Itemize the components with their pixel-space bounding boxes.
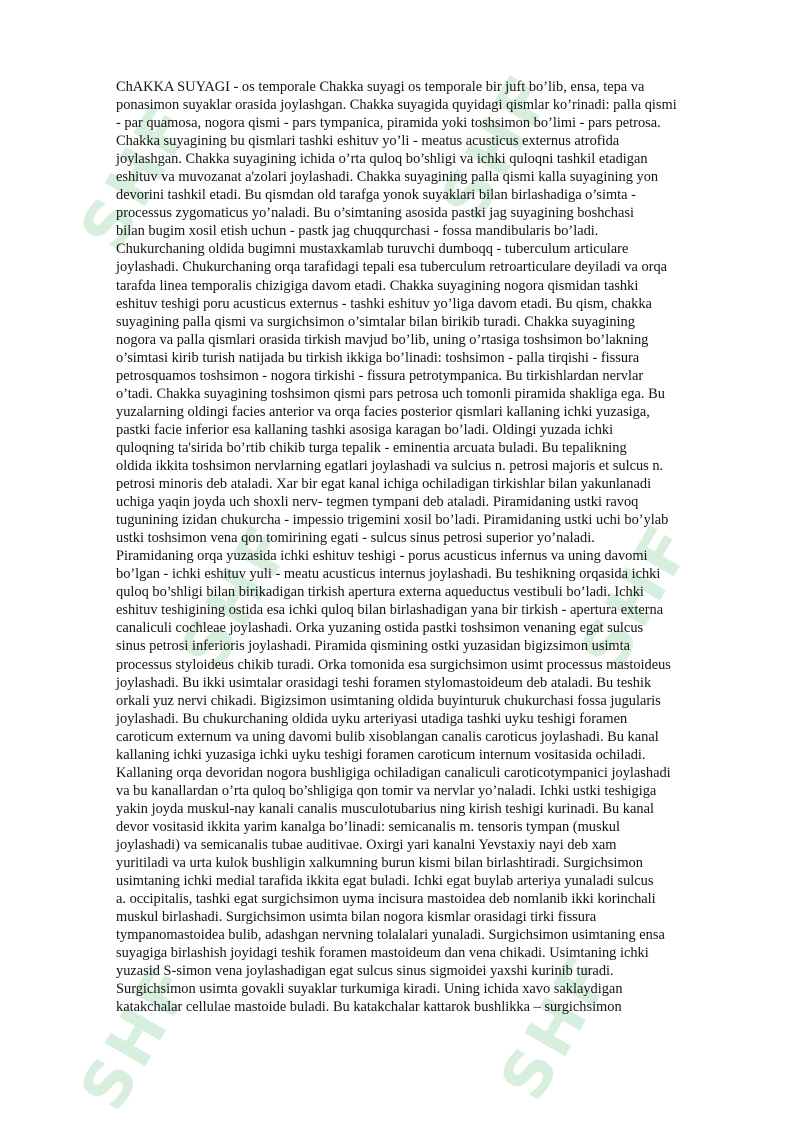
text-line: orkali yuz nervi chikadi. Bigizsimon usimtaning oldida buyinturuk chukurchasi fossa jugularis — [116, 692, 661, 709]
text-line: tugunining izidan chukurcha - impessio trigemini xosil bo’ladi. Piramidaning ustki uchi bo’ylab — [116, 512, 669, 529]
text-line: Piramidaning orqa yuzasida ichki eshituv teshigi - porus acusticus infernus va uning davomi — [116, 548, 648, 565]
text-line: suyagining palla qismi va surgichsimon o’simtalar bilan birikib turadi. Chakka suyagining — [116, 313, 635, 330]
text-line: Chukurchaning oldida bugimni mustaxkamlab turuvchi dumboqq - tuberculum articulare — [116, 241, 629, 258]
text-line: uchiga yaqin joyda uch shoxli nerv- tegmen tympani deb ataladi. Piramidaning ustki ravoq — [116, 494, 639, 511]
text-line: caroticum externum va uning davomi bulib xisoblangan canalis caroticus joylashadi. Bu kanal — [116, 728, 659, 745]
text-line: yuzasid S-simon vena joylashadigan egat sulcus sinus sigmoidei yaxshi kurinib turadi. — [116, 963, 614, 980]
text-line: a. occipitalis, tashki egat surgichsimon uyma incisura mastoidea deb nomlanib ikki korinchali — [116, 891, 656, 908]
text-line: quloq bo’shligi bilan birikadigan tirkish apertura externa aqueductus vestibuli bo’ladi. Ichki — [116, 584, 644, 601]
text-line: - par quamosa, nogora qismi - pars tympanica, piramida yoki toshsimon bo’limi - pars petrosa. — [116, 115, 661, 132]
text-line: ponasimon suyaklar orasida joylashgan. Chakka suyagida quyidagi qismlar ko’rinadi: palla qismi — [116, 97, 677, 114]
watermark-logo: SHF — [66, 91, 209, 263]
watermark-logo: SHF — [566, 511, 709, 683]
watermark-logo: SHF — [486, 941, 629, 1113]
text-line: oldida ikkita toshsimon nervlarning egatlari joylashadi va sulcius n. petrosi majoris et sulcus n. — [116, 457, 664, 474]
watermark-logo: SHF — [166, 511, 309, 683]
text-line: eshituv teshigining ostida esa ichki quloq bilan birlashadigan yana bir tirkish - apertura externa — [116, 602, 664, 619]
text-line: devorini tashkil etadi. Bu qismdan old tarafga yonok suyaklari bilan birlashadiga o’simta - — [116, 187, 636, 204]
text-line: yakin joyda muskul-nay kanali canalis musculotubarius ning kirish teshigi kurinadi. Bu kanal — [116, 800, 654, 817]
text-line: joylashadi. Bu ikki usimtalar orasidagi teshi foramen stylomastoideum deb ataladi. Bu teshik — [116, 674, 652, 691]
text-line: processus styloideus chikib turadi. Orka tomonida esa surgichsimon usimt processus mastoideus — [116, 656, 671, 673]
text-line: Surgichsimon usimta govakli suyaklar turkumiga kiradi. Uning ichida xavo saklaydigan — [116, 981, 623, 998]
watermark-logo: SHF — [426, 61, 569, 233]
text-line: suyagiga birlashish joyidagi teshik foramen mastoideum dan vena chikadi. Usimtaning ichki — [116, 945, 649, 962]
text-line: joylashgan. Chakka suyagining ichida o’rta quloq bo’shligi va ichki quloqni tashkil etadigan — [116, 151, 648, 168]
text-line: Kallaning orqa devoridan nogora bushligiga ochiladigan canaliculi caroticotympanici joylashadi — [116, 764, 671, 781]
text-line: usimtaning ichki medial tarafida ikkita egat buladi. Ichki egat buylab arteriya yunaladi sulcus — [116, 873, 654, 890]
text-line: katakchalar cellulae mastoide buladi. Bu katakchalar kattarok bushlikka – surgichsimon — [116, 999, 622, 1016]
text-line: quloqning ta'sirida bo’rtib chikib turga tepalik - eminentia arcuata buladi. Bu tepalikning — [116, 439, 627, 456]
text-line: eshituv teshigi poru acusticus externus - tashki eshituv yo’liga davom etadi. Bu qism, chakka — [116, 295, 652, 312]
text-line: Chakka suyagining bu qismlari tashki eshituv yo’li - meatus acusticus externus atrofida — [116, 133, 620, 150]
text-line: bilan bugim xosil etish uchun - pastk jag chuqqurchasi - fossa mandibularis bo’ladi. — [116, 223, 599, 240]
text-line: joylashadi) va semicanalis tubae auditivae. Oxirgi yari kanalni Yevstaxiy nayi deb xam — [116, 836, 617, 853]
watermark-logo: SHF — [66, 951, 209, 1123]
text-line: tarafda linea temporalis chizigiga davom etadi. Chakka suyagining nogora qismidan tashki — [116, 277, 639, 294]
text-line: ustki toshsimon vena qon tomirining egati - sulcus sinus petrosi superior yo’naladi. — [116, 530, 595, 547]
text-line: petrosi minoris deb ataladi. Xar bir egat kanal ichiga ochiladigan tirkishlar bilan yakunlanadi — [116, 476, 652, 493]
text-line: ChAKKA SUYAGI - os temporale Chakka suyagi os temporale bir juft bo’lib, ensa, tepa va — [116, 79, 645, 95]
text-line: joylashadi. Bu chukurchaning oldida uyku arteriyasi utadiga tashki uyku teshigi foramen — [116, 710, 628, 727]
text-line: petrosquamos toshsimon - nogora tirkishi - fissura petrotympanica. Bu tirkishlardan nervlar — [116, 367, 644, 384]
text-line: bo’lgan - ichki eshituv yuli - meatu acusticus internus joylashadi. Bu teshikning orqasida ichki — [116, 566, 661, 583]
text-line: yuritiladi va urta kulok bushligin xalkumning burun kismi bilan birlashtiradi. Surgichsimon — [116, 855, 643, 872]
text-line: muskul birlashadi. Surgichsimon usimta bilan nogora kismlar orasidagi tirki fissura — [116, 909, 597, 926]
text-line: eshituv va muvozanat a'zolari joylashadi. Chakka suyagining palla qismi kalla suyagining yon — [116, 169, 659, 186]
text-line: va bu kanallardan o’rta quloq bo’shligiga qon tomir va nervlar yo’naladi. Ichki ustki teshigiga — [116, 782, 657, 799]
text-line: kallaning ichki yuzasiga ichki uyku teshigi foramen caroticum internum vositasida ochiladi. — [116, 746, 646, 763]
text-line: nogora va palla qismlari orasida tirkish mavjud bo’lib, uning o’rtasiga toshsimon bo’lakning — [116, 331, 649, 348]
text-line: tympanomastoidea bulib, adashgan nervning tolalalari yunaladi. Surgichsimon usimtaning ensa — [116, 927, 665, 944]
text-line: o’tadi. Chakka suyagining toshsimon qismi pars petrosa uch tomonli piramida shakliga ega. Bu — [116, 385, 665, 402]
document-body-text — [116, 78, 696, 1016]
text-line: processus zygomaticus yo’naladi. Bu o’simtaning asosida pastki jag suyagining boshchasi — [116, 205, 634, 222]
text-line: sinus petrosi inferioris joylashadi. Piramida qismining ostki yuzasidan bigizsimon usimta — [116, 638, 631, 655]
text-line: pastki facie inferior esa kallaning tashki asosiga karagan bo’ladi. Oldingi yuzada ichki — [116, 421, 614, 438]
text-line: devor vositasid ikkita yarim kanalga bo’linadi: semicanalis m. tensoris tympan (muskul — [116, 818, 620, 835]
text-line: yuzalarning oldingi facies anterior va orqa facies posterior qismlari kallaning ichki yuzasiga, — [116, 403, 650, 420]
text-line: o’simtasi kirib turish natijada bu tirkish ikkiga bo’linadi: toshsimon - palla tirqishi - fissura — [116, 349, 640, 366]
text-line: canaliculi cochleae joylashadi. Orka yuzaning ostida pastki toshsimon venaning egat sulcus — [116, 620, 644, 637]
text-line: joylashadi. Chukurchaning orqa tarafidagi tepali esa tuberculum retroarticulare deyiladi va orqa — [116, 259, 668, 276]
